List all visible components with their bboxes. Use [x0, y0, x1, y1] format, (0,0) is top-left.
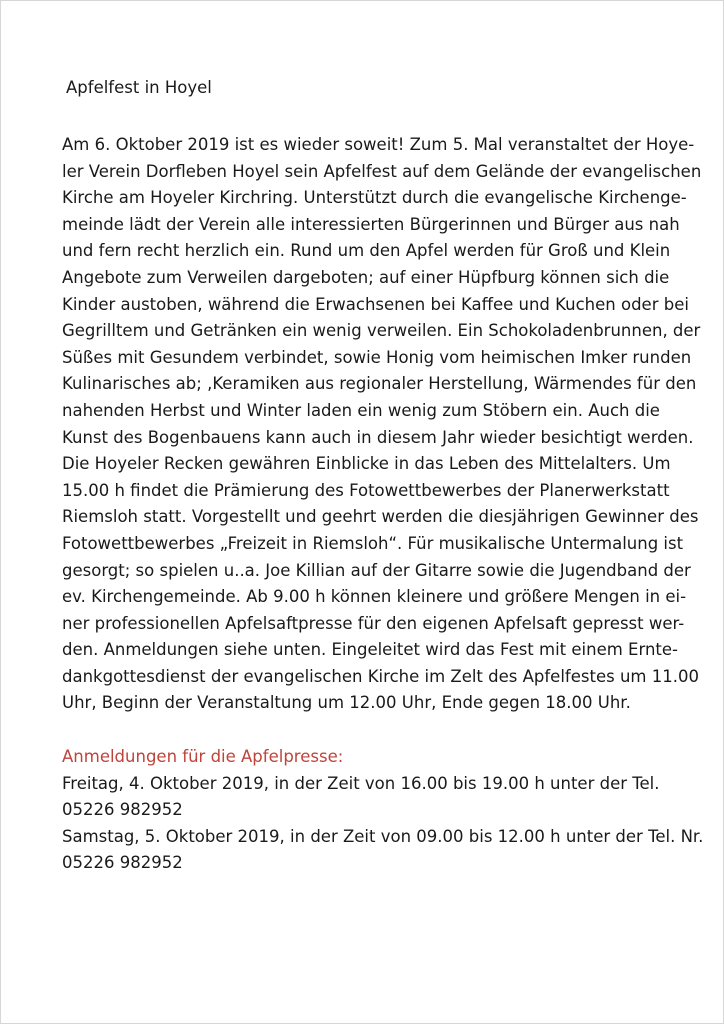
body-paragraph — [62, 132, 702, 717]
body-line: Kulinarisches ab; ,Keramiken aus regionaler Herstellung, Wärmendes für den — [62, 374, 697, 394]
body-line: 15.00 h findet die Prämierung des Fotowettbewerbes der Planerwerkstatt — [62, 480, 670, 500]
body-line: gesorgt; so spielen u..a. Joe Killian auf der Gitarre sowie die Jugendband der — [62, 560, 691, 580]
body-line: ler Verein Dorfleben Hoyel sein Apfelfest auf dem Gelände der evangelischen — [62, 161, 702, 181]
registration-phone-friday: 05226 982952 — [62, 800, 183, 820]
body-line: Süßes mit Gesundem verbindet, sowie Honig vom heimischen Imker runden — [62, 347, 692, 367]
body-line: dankgottesdienst der evangelischen Kirche im Zelt des Apfelfestes um 11.00 — [62, 666, 699, 686]
body-line: den. Anmeldungen siehe unten. Eingeleitet wird das Fest mit einem Ernte- — [62, 640, 679, 660]
body-line: Kirche am Hoyeler Kirchring. Unterstützt durch die evangelische Kirchenge- — [62, 188, 687, 208]
registration-section — [62, 744, 704, 877]
registration-line-friday: Freitag, 4. Oktober 2019, in der Zeit von 16.00 bis 19.00 h unter der Tel. — [62, 773, 660, 793]
registration-line-saturday: Samstag, 5. Oktober 2019, in der Zeit von 09.00 bis 12.00 h unter der Tel. Nr. — [62, 826, 704, 846]
body-line: Gegrilltem und Getränken ein wenig verweilen. Ein Schokoladenbrunnen, der — [62, 321, 701, 341]
body-line: Kinder austoben, während die Erwachsenen bei Kaffee und Kuchen oder bei — [62, 294, 689, 314]
document-page — [62, 76, 704, 877]
body-line: ner professionellen Apfelsaftpresse für den eigenen Apfelsaft gepresst wer- — [62, 613, 685, 633]
body-line: Uhr, Beginn der Veranstaltung um 12.00 Uhr, Ende gegen 18.00 Uhr. — [62, 693, 631, 713]
body-line: ev. Kirchengemeinde. Ab 9.00 h können kleinere und größere Mengen in ei- — [62, 587, 687, 607]
body-line: und fern recht herzlich ein. Rund um den Apfel werden für Groß und Klein — [62, 241, 671, 261]
body-line: Riemsloh statt. Vorgestellt und geehrt werden die diesjährigen Gewinner des — [62, 507, 699, 527]
body-line: Am 6. Oktober 2019 ist es wieder soweit! Zum 5. Mal veranstaltet der Hoye- — [62, 135, 695, 154]
registration-heading: Anmeldungen für die Apfelpresse: — [62, 747, 344, 767]
body-line: Angebote zum Verweilen dargeboten; auf einer Hüpfburg können sich die — [62, 267, 670, 287]
body-line: Kunst des Bogenbauens kann auch in diesem Jahr wieder besichtigt werden. — [62, 427, 694, 447]
document-title: Apfelfest in Hoyel — [66, 78, 212, 97]
body-line: nahenden Herbst und Winter laden ein wenig zum Stöbern ein. Auch die — [62, 400, 660, 420]
body-line: Die Hoyeler Recken gewähren Einblicke in das Leben des Mittelalters. Um — [62, 454, 671, 474]
body-line: meinde lädt der Verein alle interessierten Bürgerinnen und Bürger aus nah — [62, 214, 680, 234]
body-line: Fotowettbewerbes „Freizeit in Riemsloh“. Für musikalische Untermalung ist — [62, 533, 684, 553]
registration-phone-saturday: 05226 982952 — [62, 853, 183, 873]
